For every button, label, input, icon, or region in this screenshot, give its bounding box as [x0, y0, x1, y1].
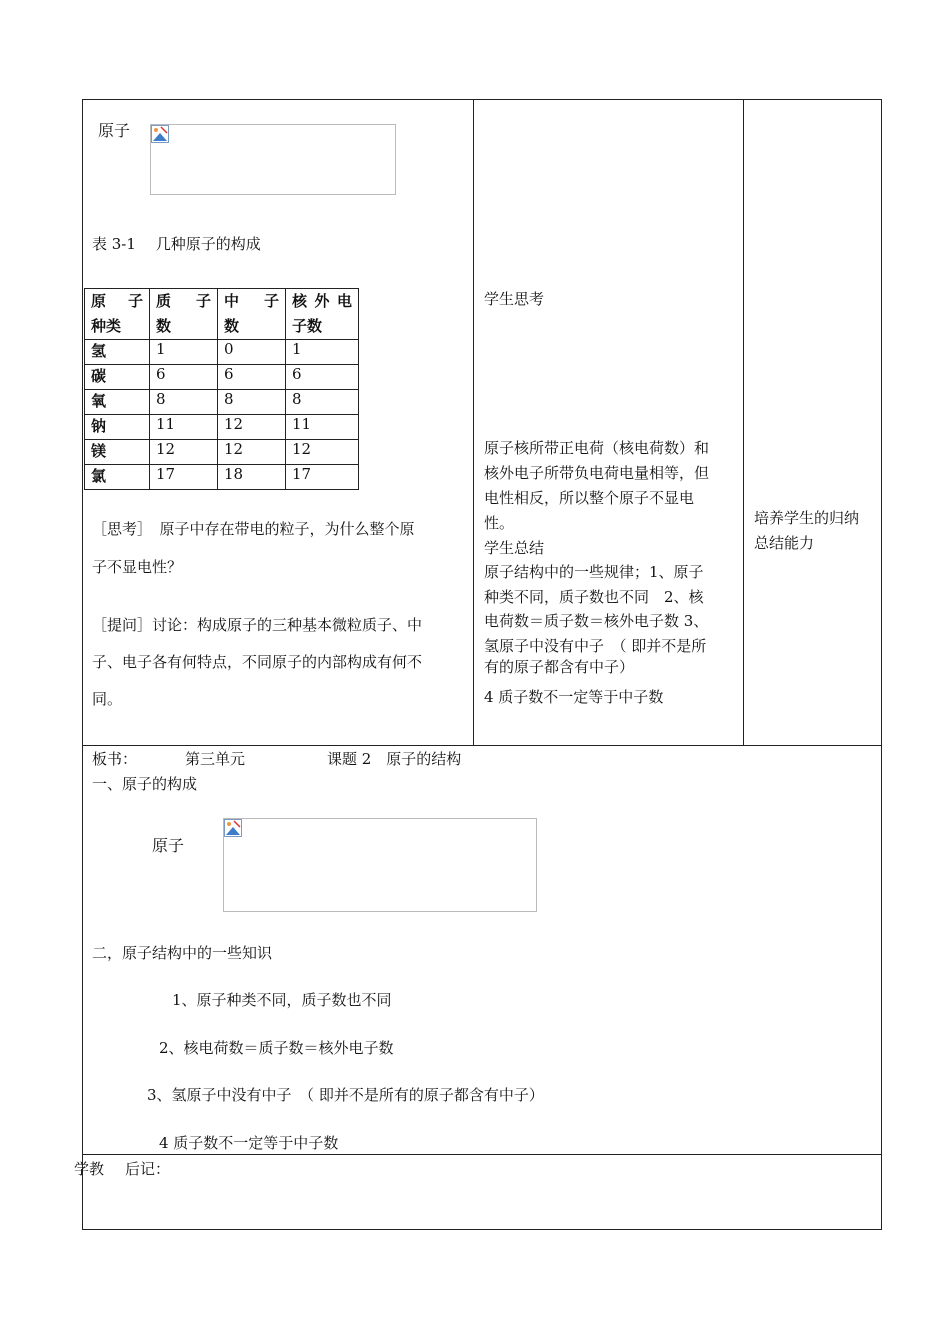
student-think-label: 学生思考	[484, 290, 545, 308]
table-header-row	[85, 289, 359, 340]
think-question-line2: 子不显电性？	[92, 558, 183, 576]
table-bottom-border	[82, 1229, 882, 1230]
think-question-line1: ［思考］ 原子中存在带电的粒子，为什么整个原	[92, 520, 415, 538]
footer-label-b: 后记：	[125, 1160, 171, 1178]
broken-image-icon	[224, 819, 242, 837]
column-divider-1	[473, 99, 474, 746]
board-topic: 课题 2 原子的结构	[327, 750, 462, 768]
ask-question-line1: ［提问］讨论：构成原子的三种基本微粒质子、中	[92, 616, 423, 634]
board-atom-diagram-image	[223, 818, 537, 912]
ask-question-line2: 子、电子各有何特点，不同原子的内部构成有何不	[92, 653, 423, 671]
board-section2: 二，原子结构中的一些知识	[92, 944, 273, 962]
table-row: 氯 17 18 17	[85, 465, 359, 490]
table-row: 氢 1 0 1	[85, 340, 359, 365]
footer-label-a: 学教	[74, 1160, 105, 1178]
header-electrons: 核外电 子数	[286, 289, 359, 340]
board-item2: 2、核电荷数＝质子数＝核外电子数	[159, 1039, 394, 1057]
board-unit: 第三单元	[185, 750, 246, 768]
column-divider-2	[743, 99, 744, 746]
board-item1: 1、原子种类不同，质子数也不同	[172, 991, 392, 1009]
table-caption: 表 3-1 几种原子的构成	[92, 235, 261, 253]
row-divider-2	[82, 1154, 882, 1155]
atom-composition-table	[84, 288, 359, 490]
board-section1: 一、原子的构成	[92, 775, 198, 793]
board-item3: 3、氢原子中没有中子 （ 即并不是所有的原子都含有中子）	[147, 1086, 544, 1104]
row-divider-1	[82, 745, 882, 746]
header-atom-type: 原 子 种类	[85, 289, 150, 340]
table-right-border	[881, 99, 882, 1230]
header-protons: 质 子 数	[150, 289, 218, 340]
broken-image-icon	[151, 125, 169, 143]
student-summary-title: 学生总结	[484, 539, 545, 557]
board-atom-label: 原子	[152, 836, 185, 855]
board-item4: 4 质子数不一定等于中子数	[159, 1134, 339, 1152]
ask-question-line3: 同。	[92, 690, 123, 708]
table-row: 钠 11 12 11	[85, 415, 359, 440]
atom-label: 原子	[98, 121, 131, 140]
table-row: 氧 8 8 8	[85, 390, 359, 415]
table-row: 碳 6 6 6	[85, 365, 359, 390]
table-left-border	[82, 99, 83, 1230]
table-row: 镁 12 12 12	[85, 440, 359, 465]
table-top-border	[82, 99, 882, 100]
board-label: 板书：	[92, 750, 138, 768]
header-neutrons: 中 子 数	[218, 289, 286, 340]
atom-diagram-image	[150, 124, 396, 195]
